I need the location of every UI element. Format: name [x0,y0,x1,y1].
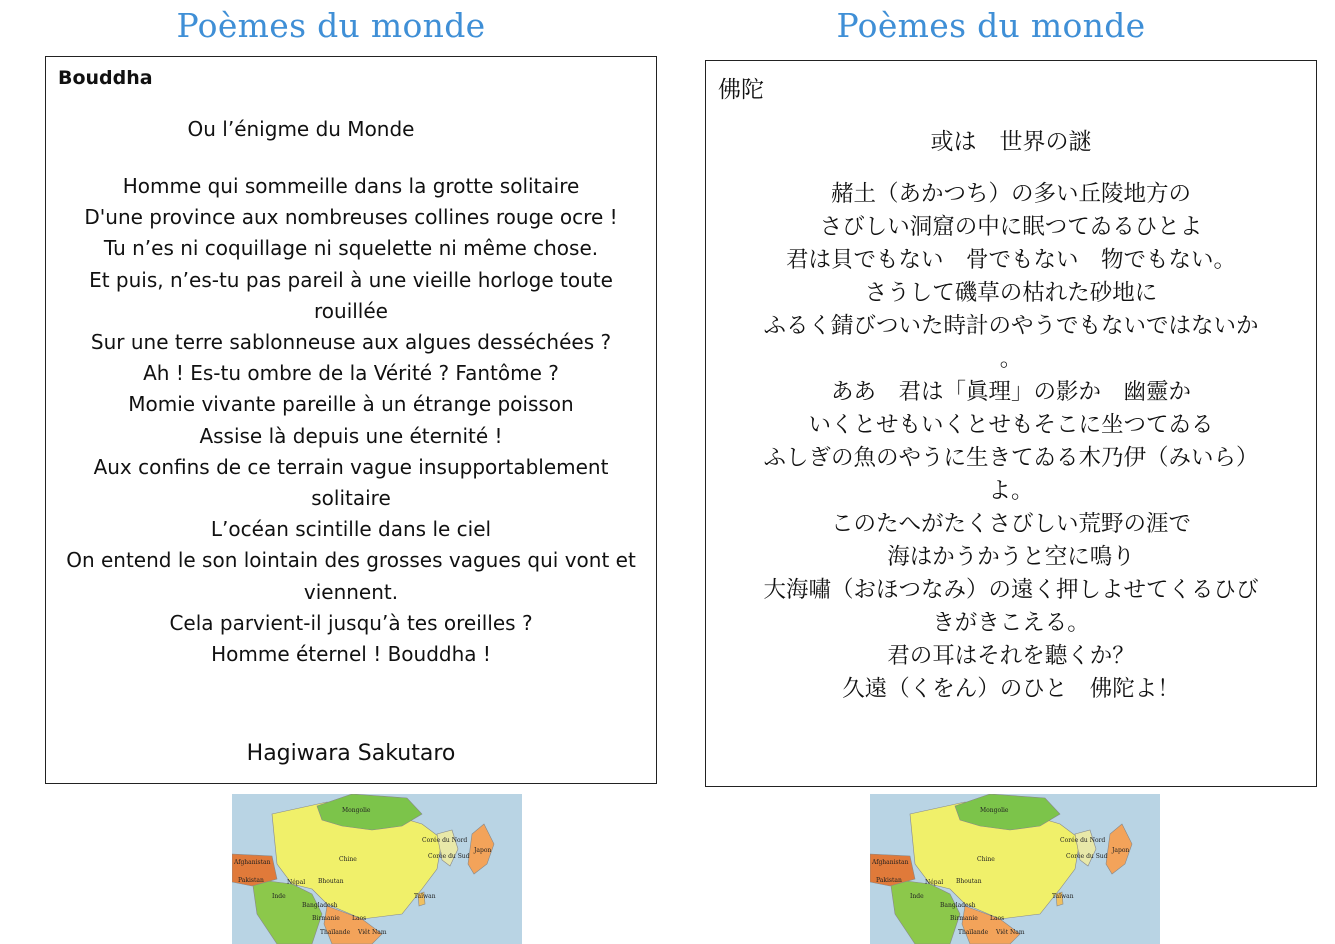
map-label-bhutan: Bhoutan [956,878,982,885]
poem-line: Sur une terre sablonneuse aux algues desséchées ? [90,330,612,355]
map-label-pakistan: Pakistan [876,877,902,884]
poem-subtitle: 或は 世界の謎 [930,129,1092,155]
poem-line: 君の耳はそれを聽くか？ [887,643,1135,669]
poem-line: Aux confins de ce terrain vague insupportablement [93,454,609,479]
poem-line: D'une province aux nombreuses collines rouge ocre ! [84,205,618,230]
poem-line: きがきこえる。 [932,610,1090,636]
poem-line: 大海嘯（おほつなみ）の遠く押しよせてくるひび [763,577,1259,603]
poem-line: このたへがたくさびしい荒野の涯で [830,511,1191,537]
poem-line: Homme éternel ! Bouddha ! [211,642,491,667]
poem-line: ああ 君は「眞理」の影か 幽靈か [830,379,1191,405]
poem-line: rouillée [314,298,388,323]
poem-body [716,178,1306,706]
poem-line: よ。 [988,478,1034,504]
map-label-afghanistan: Afghanistan [234,859,271,866]
asia-map-image-left [232,794,522,944]
poem-line: さびしい洞窟の中に眠つてゐるひとよ [819,214,1203,240]
map-label-bangladesh: Bangladesh [940,902,976,909]
poem-line: いくとせもいくとせもそこに坐つてゐる [808,412,1214,438]
poem-line: Homme qui sommeille dans la grotte solitaire [122,174,580,198]
map-label-india: Inde [910,893,924,900]
map-label-mongolia: Mongolie [342,807,371,814]
map-label-japan: Japon [1112,847,1130,854]
poem-line: 赭土（あかつち）の多い丘陵地方の [830,181,1191,207]
map-label-pakistan: Pakistan [238,877,264,884]
map-label-laos: Laos [990,915,1005,922]
poem-line: Ah ! Es-tu ombre de la Vérité ? Fantôme ? [143,361,559,386]
poem-line: Et puis, n’es-tu pas pareil à une vieille horloge toute [89,267,613,292]
poem-body [56,171,646,670]
poem-line: 君は貝でもない 骨でもない 物でもない。 [785,247,1236,273]
map-label-north-korea: Corée du Nord [422,837,468,844]
map-label-burma: Birmanie [312,915,340,922]
map-label-burma: Birmanie [950,915,978,922]
poem-line: Assise là depuis une éternité ! [199,423,503,448]
poem-line: Tu n’es ni coquillage ni squelette ni même chose. [103,236,599,261]
map-label-bangladesh: Bangladesh [302,902,338,909]
map-label-bhutan: Bhoutan [318,878,344,885]
page-title-right: Poèmes du monde [836,6,1146,45]
poem-subtitle: Ou l’énigme du Monde [187,117,415,141]
poem-line: 。 [999,346,1023,372]
poem-box-japanese [705,60,1317,787]
map-label-nepal: Népal [925,879,944,886]
poem-line: L’océan scintille dans le ciel [210,517,492,542]
map-label-japan: Japon [474,847,492,854]
poem-line: solitaire [311,486,391,511]
map-label-taiwan: Taïwan [1052,893,1074,900]
poem-line: ふるく錆びついた時計のやうでもないではないか [763,313,1259,339]
poem-box-french [45,56,657,784]
map-label-taiwan: Taïwan [414,893,436,900]
asia-map-image-right [870,794,1160,944]
map-label-afghanistan: Afghanistan [872,859,909,866]
poem-line: 久遠（くをん）のひと 佛陀よ！ [842,676,1180,702]
poem-author: Hagiwara Sakutaro [246,741,456,766]
map-label-india: Inde [272,893,286,900]
map-label-china: Chine [339,856,357,863]
poem-line: さうして磯草の枯れた砂地に [864,280,1158,306]
map-label-mongolia: Mongolie [980,807,1009,814]
map-label-south-korea: Corée du Sud [1066,853,1108,860]
map-label-vietnam: Viêt Nam [358,929,387,936]
poem-line: On entend le son lointain des grosses vagues qui vont et [66,548,636,573]
poem-line: Cela parvient-il jusqu’à tes oreilles ? [169,610,533,635]
poem-line: Momie vivante pareille à un étrange poisson [128,392,574,417]
map-label-nepal: Népal [287,879,306,886]
map-label-china: Chine [977,856,995,863]
page-title-left: Poèmes du monde [176,6,486,45]
poem-heading: Bouddha [58,67,153,89]
map-label-north-korea: Corée du Nord [1060,837,1106,844]
poem-line: ふしぎの魚のやうに生きてゐる木乃伊（みいら） [763,445,1259,471]
map-label-vietnam: Viêt Nam [996,929,1025,936]
poem-line: viennent. [303,579,399,604]
map-label-thailand: Thaïlande [958,929,989,936]
map-label-laos: Laos [352,915,367,922]
poem-line: 海はかうかうと空に鳴り [887,544,1135,570]
map-label-thailand: Thaïlande [320,929,351,936]
map-label-south-korea: Corée du Sud [428,853,470,860]
poem-heading: 佛陀 [718,77,764,103]
